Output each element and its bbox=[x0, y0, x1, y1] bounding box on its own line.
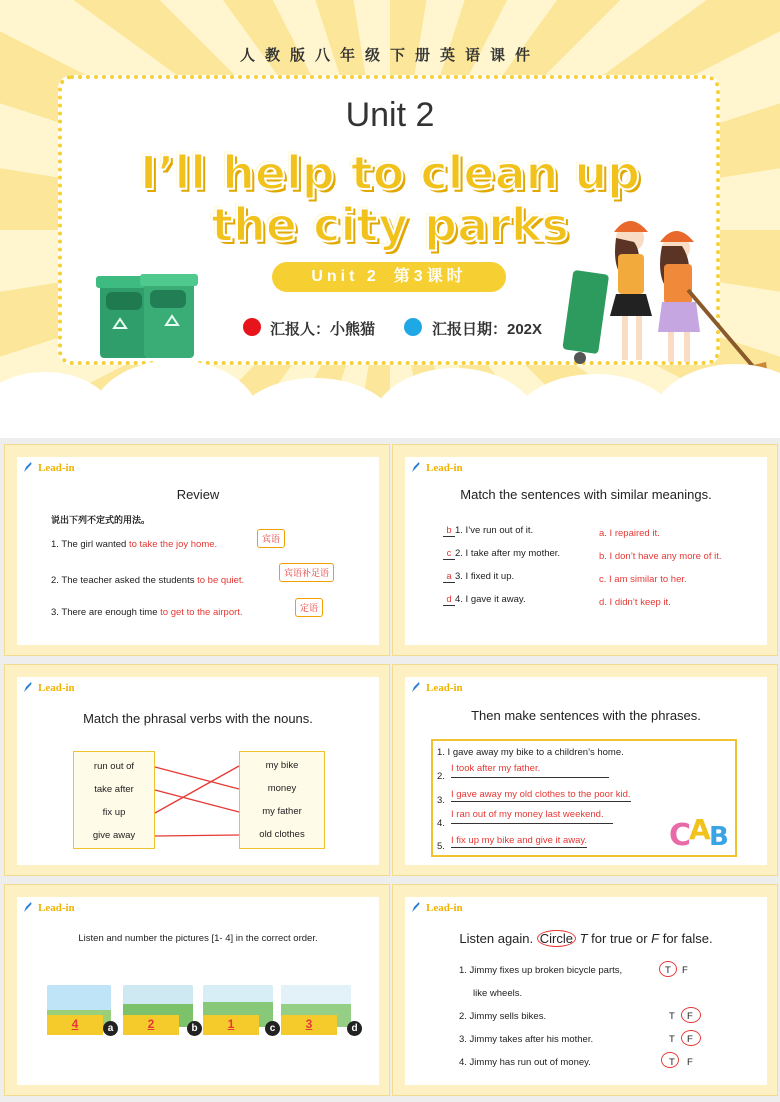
slide-content bbox=[17, 677, 379, 865]
leadin-label: Lead-in bbox=[411, 681, 463, 694]
review-item: 2. The teacher asked the students to be quiet. bbox=[51, 575, 245, 586]
false-option[interactable]: F bbox=[687, 1057, 693, 1068]
cover-unit: Unit 2 bbox=[345, 96, 435, 134]
pen-icon bbox=[411, 461, 420, 473]
true-option[interactable]: T bbox=[669, 1057, 675, 1068]
leadin-label: Lead-in bbox=[23, 461, 75, 474]
leadin-label: Lead-in bbox=[23, 681, 75, 694]
picture-number: 1 bbox=[227, 1017, 235, 1031]
answer-circle bbox=[659, 961, 677, 977]
slide-title: Review bbox=[176, 487, 220, 502]
svg-text:C: C bbox=[669, 818, 692, 853]
slide-match-sentences bbox=[392, 444, 778, 656]
slide-title: Listen and number the pictures [1- 4] in the correct order. bbox=[78, 933, 318, 944]
slide-title: Match the phrasal verbs with the nouns. bbox=[83, 711, 313, 726]
slide-review bbox=[4, 444, 390, 656]
sentence-right: a. I repaired it. bbox=[599, 528, 660, 539]
answer-sentence: I took after my father. bbox=[451, 763, 609, 778]
slide-phrasal-verbs bbox=[4, 664, 390, 876]
slide-listen-order bbox=[4, 884, 390, 1096]
cover-slide bbox=[0, 0, 780, 438]
noun: my father bbox=[262, 806, 302, 817]
picture-number: 4 bbox=[71, 1017, 79, 1031]
picture-letter: c bbox=[265, 1021, 280, 1036]
answer-sentence: I gave away my old clothes to the poor kid. bbox=[451, 789, 631, 800]
report-date: 汇报日期：202X bbox=[432, 321, 543, 338]
picture-number: 2 bbox=[147, 1017, 155, 1031]
picture-letter: a bbox=[103, 1021, 118, 1036]
tf-statement: 2. Jimmy sells bikes. bbox=[459, 1011, 547, 1022]
review-item: 1. The girl wanted to take the joy home. bbox=[51, 539, 218, 550]
picture-letter: b bbox=[187, 1021, 202, 1036]
pill-lesson-text: 第3课时 bbox=[393, 268, 467, 285]
leadin-label: Lead-in bbox=[23, 901, 75, 914]
answer-circle bbox=[681, 1030, 701, 1046]
answer-sentence: I ran out of my money last weekend. bbox=[451, 809, 613, 824]
slide-title: Match the sentences with similar meanings. bbox=[460, 487, 712, 502]
pen-icon bbox=[23, 901, 32, 913]
cover-top-title: 人教版八年级下册英语课件 bbox=[239, 47, 540, 64]
answer-number: 2. bbox=[437, 771, 445, 782]
noun: my bike bbox=[265, 760, 299, 771]
true-option[interactable]: T bbox=[669, 1011, 675, 1022]
reporter-dot-icon bbox=[243, 318, 261, 336]
answer-circle bbox=[661, 1052, 679, 1068]
slide-content bbox=[405, 457, 767, 645]
answer-number: 4. bbox=[437, 818, 445, 829]
pen-icon bbox=[411, 901, 420, 913]
usage-tag: 定语 bbox=[295, 598, 323, 617]
cover-title-line2: the city parks bbox=[211, 198, 569, 252]
girls-cleaning-illustration bbox=[560, 210, 770, 385]
slide-content bbox=[17, 457, 379, 645]
tf-statement: 3. Jimmy takes after his mother. bbox=[459, 1034, 594, 1045]
sentence-left: a 3. I fixed it up. bbox=[443, 571, 514, 583]
tf-statement-continued: like wheels. bbox=[473, 988, 523, 999]
sentence-left: c 2. I take after my mother. bbox=[443, 548, 560, 560]
leadin-label: Lead-in bbox=[411, 461, 463, 474]
usage-tag: 宾语 bbox=[257, 529, 285, 548]
pill-unit-text: Unit 2 bbox=[311, 268, 380, 285]
reporter: 汇报人：小熊猫 bbox=[270, 321, 376, 338]
match-lines bbox=[17, 677, 379, 865]
false-option[interactable]: F bbox=[687, 1034, 693, 1045]
picture-letter: d bbox=[347, 1021, 362, 1036]
phrasal-verb: run out of bbox=[93, 761, 135, 772]
slide-listen-true-false bbox=[392, 884, 778, 1096]
phrasal-verb: take after bbox=[94, 784, 134, 795]
cover-unit-pill bbox=[272, 262, 506, 292]
slide-content bbox=[405, 897, 767, 1085]
slide-title: Listen again. Circle T for true or F for false. bbox=[459, 931, 713, 946]
false-option[interactable]: F bbox=[682, 965, 688, 976]
sentence-left: b 1. I’ve run out of it. bbox=[443, 525, 533, 537]
sentence-right: d. I didn’t keep it. bbox=[599, 597, 671, 608]
answer-number: 5. bbox=[437, 841, 445, 852]
sentence-left: d 4. I gave it away. bbox=[443, 594, 526, 606]
tf-statement: 1. Jimmy fixes up broken bicycle parts, bbox=[459, 965, 623, 976]
leadin-label: Lead-in bbox=[411, 901, 463, 914]
usage-tag: 宾语补足语 bbox=[279, 563, 334, 582]
recycle-bins-icon bbox=[96, 270, 200, 362]
instruction: 说出下列不定式的用法。 bbox=[51, 515, 151, 525]
picture-number: 3 bbox=[305, 1017, 313, 1031]
example-sentence: 1. I gave away my bike to a children’s home. bbox=[437, 747, 624, 758]
noun: money bbox=[267, 783, 297, 794]
pen-icon bbox=[23, 461, 32, 473]
answer-sentence: I fix up my bike and give it away. bbox=[451, 835, 588, 846]
slide-title: Then make sentences with the phrases. bbox=[471, 708, 701, 723]
false-option[interactable]: F bbox=[687, 1011, 693, 1022]
pen-icon bbox=[411, 681, 420, 693]
svg-text:A: A bbox=[689, 813, 711, 846]
review-item: 3. There are enough time to get to the airport. bbox=[51, 607, 243, 618]
slide-content bbox=[405, 677, 767, 865]
abc-letters-icon bbox=[667, 809, 733, 853]
cloud-base bbox=[0, 420, 780, 438]
slide-make-sentences bbox=[392, 664, 778, 876]
noun: old clothes bbox=[259, 829, 305, 840]
answer-circle bbox=[681, 1007, 701, 1023]
svg-text:B: B bbox=[709, 822, 729, 852]
answer-number: 3. bbox=[437, 795, 445, 806]
sentence-right: b. I don’t have any more of it. bbox=[599, 551, 722, 562]
true-option[interactable]: T bbox=[669, 1034, 675, 1045]
date-dot-icon bbox=[404, 318, 422, 336]
cover-title-line1: I’ll help to clean up bbox=[139, 146, 641, 200]
slide-content bbox=[17, 897, 379, 1085]
phrasal-verb: give away bbox=[92, 830, 136, 841]
phrasal-verb: fix up bbox=[102, 807, 126, 818]
true-option[interactable]: T bbox=[665, 965, 671, 976]
sentence-right: c. I am similar to her. bbox=[599, 574, 687, 585]
tf-statement: 4. Jimmy has run out of money. bbox=[459, 1057, 591, 1068]
